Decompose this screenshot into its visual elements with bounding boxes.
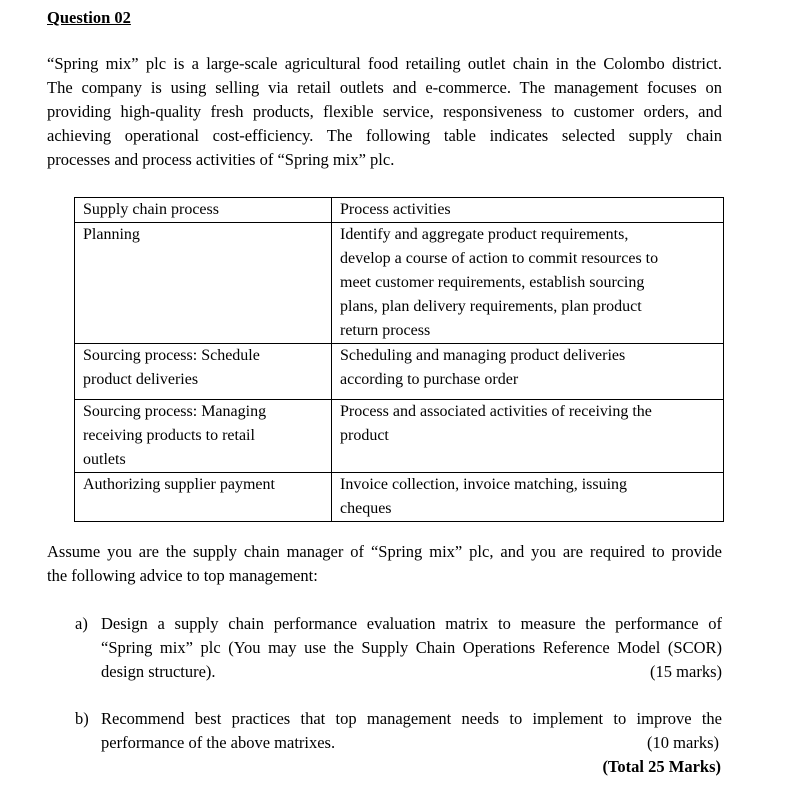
process-line: Authorizing supplier payment (83, 476, 275, 493)
question-marks: (10 marks) (647, 733, 719, 752)
activities-cell (332, 473, 724, 522)
question-line: design structure). (101, 662, 216, 681)
activity-line: develop a course of action to commit resources to (340, 250, 659, 267)
activity-line: meet customer requirements, establish sourcing (340, 274, 645, 291)
question-marks: (15 marks) (650, 662, 722, 681)
intro-line: achieving operational cost-efficiency. The following table indicates selected supply chain (47, 126, 722, 145)
table-row (75, 344, 724, 400)
activity-line: plans, plan delivery requirements, plan product (340, 298, 642, 315)
table-header-activities: Process activities (332, 198, 724, 223)
intro-line: processes and process activities of “Spring mix” plc. (47, 150, 395, 169)
assume-line: the following advice to top management: (47, 566, 318, 585)
activity-line: Scheduling and managing product deliveries (340, 347, 626, 364)
process-cell (75, 223, 332, 344)
table-row (75, 400, 724, 473)
question-line: performance of the above matrixes. (101, 733, 336, 752)
total-marks: (Total 25 Marks) (602, 757, 721, 776)
question-line: Recommend best practices that top management needs to implement to improve the (101, 709, 722, 728)
process-cell (75, 473, 332, 522)
activities-cell (332, 344, 724, 400)
process-line: Sourcing process: Schedule (83, 347, 260, 364)
question-label: b) (75, 709, 89, 728)
question-line: “Spring mix” plc (You may use the Supply Chain Operations Reference Model (SCOR) (101, 638, 722, 657)
process-line: Sourcing process: Managing (83, 403, 267, 420)
table-row (75, 473, 724, 522)
table-row (75, 223, 724, 344)
activity-line: according to purchase order (340, 371, 519, 388)
intro-line: The company is using selling via retail outlets and e-commerce. The management focuses on (47, 78, 722, 97)
table-header-process: Supply chain process (75, 198, 332, 223)
question-line: Design a supply chain performance evaluation matrix to measure the performance of (101, 614, 722, 633)
question-title: Question 02 (47, 8, 131, 27)
process-cell (75, 344, 332, 400)
intro-line: “Spring mix” plc is a large-scale agricultural food retailing outlet chain in the Colombo district. (47, 54, 722, 73)
activities-cell (332, 223, 724, 344)
activity-line: return process (340, 322, 431, 339)
activity-line: Invoice collection, invoice matching, issuing (340, 476, 628, 493)
activity-line: product (340, 427, 389, 444)
activity-line: Identify and aggregate product requirements, (340, 226, 629, 243)
activities-cell (332, 400, 724, 473)
process-line: outlets (83, 451, 126, 468)
activity-line: Process and associated activities of receiving the (340, 403, 652, 420)
process-table (74, 197, 724, 522)
assume-line: Assume you are the supply chain manager of “Spring mix” plc, and you are required to provide (47, 542, 722, 561)
question-label: a) (75, 614, 88, 633)
activity-line: cheques (340, 500, 392, 517)
process-line: product deliveries (83, 371, 199, 388)
process-cell (75, 400, 332, 473)
process-line: Planning (83, 226, 140, 243)
table-header-row (75, 198, 724, 223)
intro-line: providing high-quality fresh products, flexible service, responsiveness to customer orders, and (47, 102, 722, 121)
process-line: receiving products to retail (83, 427, 255, 444)
